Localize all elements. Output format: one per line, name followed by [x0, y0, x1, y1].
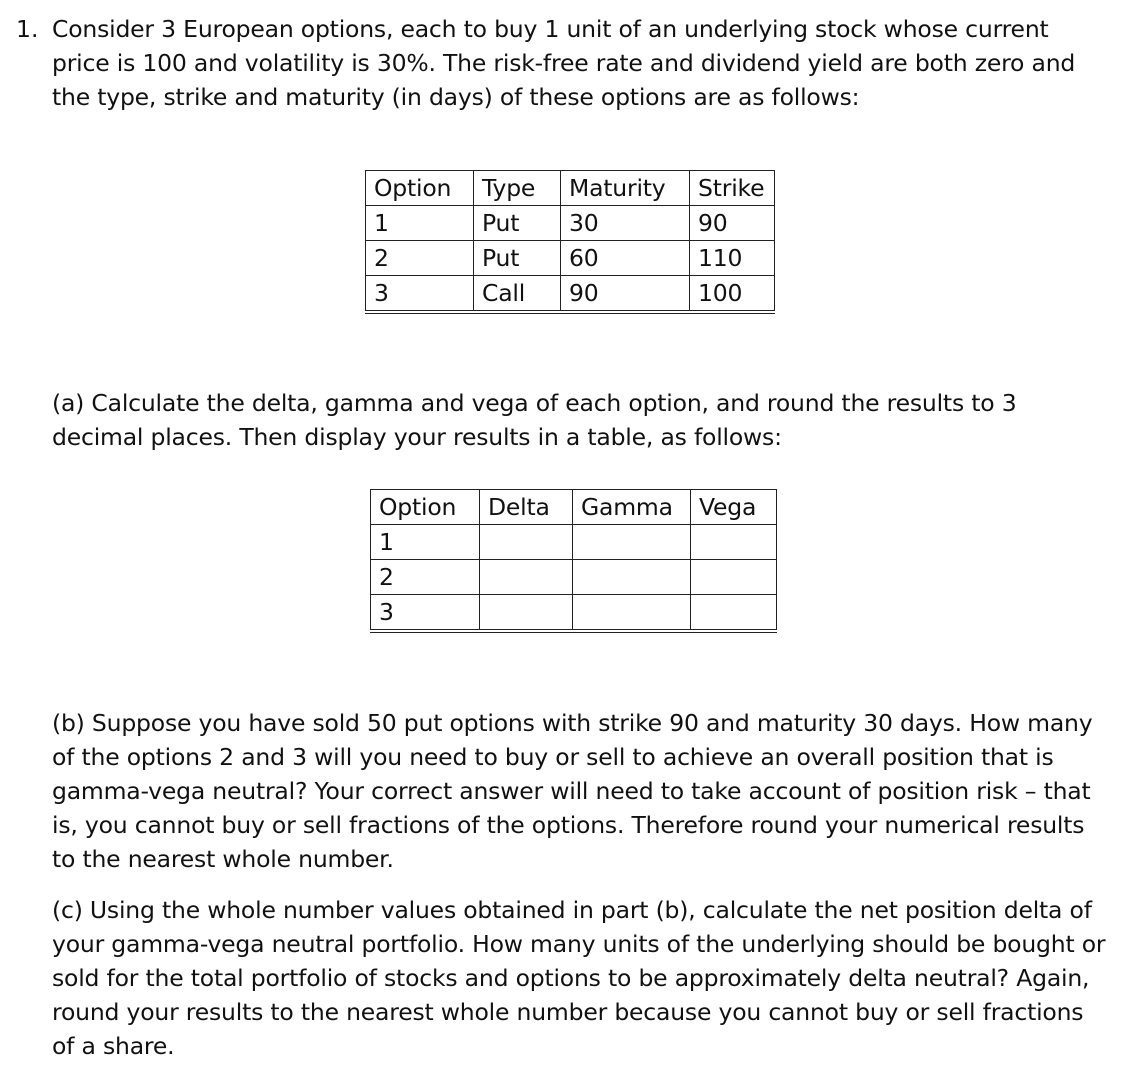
- results-header-gamma: Gamma: [573, 490, 691, 525]
- table-row: [366, 276, 775, 313]
- options-cell-maturity: 90: [561, 276, 690, 313]
- options-cell-option: 1: [366, 206, 474, 241]
- options-header-strike: Strike: [690, 171, 775, 206]
- table-row: [371, 525, 777, 560]
- options-cell-type: Put: [474, 206, 561, 241]
- results-header-delta: Delta: [480, 490, 573, 525]
- results-cell-option: 1: [371, 525, 480, 560]
- results-table-header-row: [371, 490, 777, 525]
- results-header-vega: Vega: [691, 490, 777, 525]
- table-row: [371, 595, 777, 632]
- options-cell-maturity: 30: [561, 206, 690, 241]
- options-header-type: Type: [474, 171, 561, 206]
- table-row: [371, 560, 777, 595]
- options-cell-option: 3: [366, 276, 474, 313]
- results-table: [370, 489, 777, 633]
- table-row: [366, 241, 775, 276]
- part-c-text: (c) Using the whole number values obtained in part (b), calculate the net position delta of your gamma-vega neutral portfolio. How many units of the underlying should be bought or sold for the total portfolio of stocks and options to be approximately delta neutral? Again, round your results to the nearest whole number because you cannot buy or sell fractions of a share.: [52, 896, 1106, 1060]
- results-cell-vega: [691, 525, 777, 560]
- options-header-maturity: Maturity: [561, 171, 690, 206]
- options-cell-strike: 110: [690, 241, 775, 276]
- results-cell-delta: [480, 560, 573, 595]
- options-cell-strike: 90: [690, 206, 775, 241]
- results-cell-option: 2: [371, 560, 480, 595]
- options-cell-maturity: 60: [561, 241, 690, 276]
- question-number: 1.: [16, 15, 39, 43]
- options-table: [365, 170, 775, 314]
- results-cell-gamma: [573, 525, 691, 560]
- options-cell-type: Put: [474, 241, 561, 276]
- part-a-text: (a) Calculate the delta, gamma and vega of each option, and round the results to 3 decimal places. Then display your results in a table, as follows:: [52, 389, 1017, 451]
- options-cell-type: Call: [474, 276, 561, 313]
- table-row: [366, 206, 775, 241]
- options-table-header-row: [366, 171, 775, 206]
- results-cell-option: 3: [371, 595, 480, 632]
- part-b-text: (b) Suppose you have sold 50 put options with strike 90 and maturity 30 days. How many of the options 2 and 3 will you need to buy or sell to achieve an overall position that is gamma-vega neutral? Your correct answer will need to take account of position risk – that is, you cannot buy or sell fractions of the options. Therefore round your numerical results to the nearest whole number.: [52, 709, 1093, 873]
- results-cell-delta: [480, 525, 573, 560]
- results-cell-gamma: [573, 595, 691, 632]
- results-cell-gamma: [573, 560, 691, 595]
- options-cell-strike: 100: [690, 276, 775, 313]
- results-cell-delta: [480, 595, 573, 632]
- results-cell-vega: [691, 560, 777, 595]
- results-cell-vega: [691, 595, 777, 632]
- options-cell-option: 2: [366, 241, 474, 276]
- results-header-option: Option: [371, 490, 480, 525]
- question-intro: Consider 3 European options, each to buy 1 unit of an underlying stock whose current price is 100 and volatility is 30%. The risk-free rate and dividend yield are both zero and the type, strike and maturity (in days) of these options are as follows:: [52, 15, 1076, 111]
- options-header-option: Option: [366, 171, 474, 206]
